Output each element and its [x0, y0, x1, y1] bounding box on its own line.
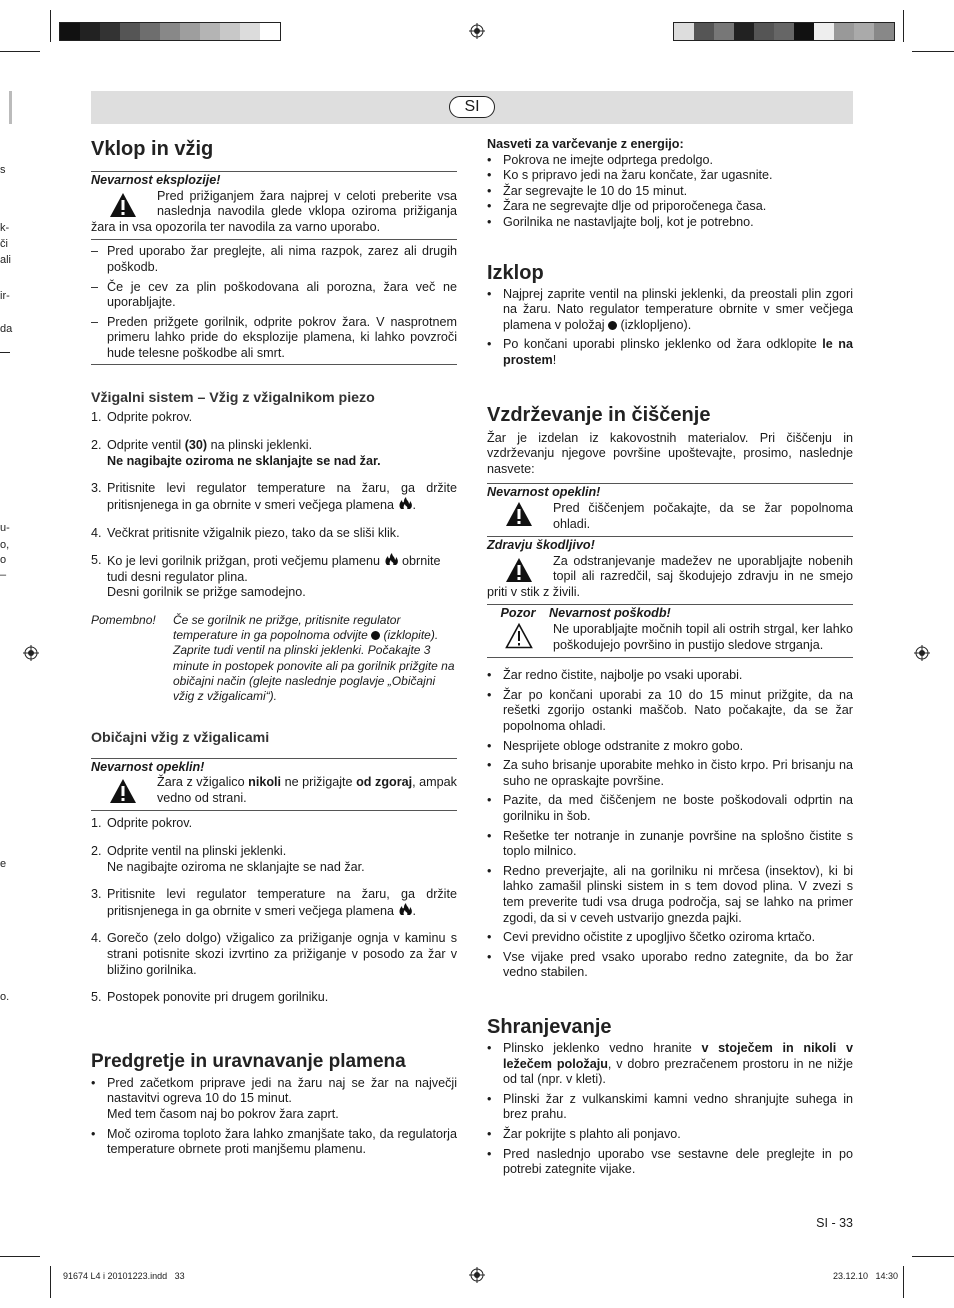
page-number: SI - 33: [816, 1216, 853, 1230]
list-item: • Pokrova ne imejte odprtega predolgo.: [487, 152, 714, 167]
list-item: • Pred naslednjo uporabo vse sestavne dele preglejte in po potrebi zategnite vijake.: [487, 1146, 853, 1177]
facing-page-fragment: e: [0, 858, 7, 870]
energy-tips-title: Nasveti za varčevanje z energijo:: [487, 137, 684, 151]
language-badge: SI: [449, 96, 495, 118]
section-title-predgretje: Predgretje in uravnavanje plamena: [91, 1050, 406, 1072]
list-item: 5. Postopek ponovite pri drugem gorilniku.: [91, 990, 329, 1005]
crop-mark: [0, 51, 40, 52]
crop-mark: [903, 1266, 904, 1298]
caution-text: Ne uporabljajte močnih topil ali ostrih strgal, ker lahko poškodujejo površino in pustijo sledove strganja.: [553, 622, 853, 652]
crop-mark: [50, 1266, 51, 1298]
facing-page-fragment: ali: [0, 254, 12, 266]
caution-triangle-icon: [505, 623, 533, 649]
list-item: • Cevi previdno očistite z upogljivo ščetko oziroma krtačo.: [487, 930, 816, 945]
list-item: – Preden prižgete gorilnik, odprite pokrov žara. V nasprotnem primeru lahko pride do eksplozije plamena, ki lahko povzroči hude telesne poškodbe ali smrt.: [91, 314, 457, 360]
color-bar-right: [673, 22, 895, 41]
warning-text: Pred čiščenjem počakajte, da se žar popolnoma ohladi.: [553, 500, 853, 531]
caution-label: Pozor: [500, 606, 536, 621]
list-item: • Žar segrevajte le 10 do 15 minut.: [487, 183, 688, 198]
crop-mark: [0, 1256, 40, 1257]
warning-text: Žara z vžigalico nikoli ne prižigajte od zgoraj, ampak vedno od strani.: [157, 775, 457, 805]
list-item: – Pred uporabo žar preglejte, ali nima razpok, zarez ali drugih poškodb.: [91, 244, 457, 274]
section-title-vklop: Vklop in vžig: [91, 138, 214, 160]
crop-mark: [50, 10, 51, 42]
facing-page-fragment: u-: [0, 522, 10, 534]
list-item: 1. Odprite pokrov.: [91, 816, 193, 831]
warning-title: Zdravju škodljivo!: [487, 538, 595, 553]
crop-mark: [0, 352, 10, 353]
list-item: 4. Gorečo (zelo dolgo) vžigalico za prižiganje ognja v kaminu s strani potisnite skozi izvrtino za prižiganje v posodo za žar v bližino gorilnika.: [91, 931, 457, 977]
warning-text: Za odstranjevanje madežev ne uporabljajte nobenih topil ali razredčil, saj škodujejo zdravju in ne smejo priti v stik z živili.: [487, 553, 853, 599]
facing-page-fragment: o.: [0, 991, 10, 1003]
list-item: • Plinsko jeklenko vedno hranite v stoječem in nikoli v ležečem položaju, v dobro prezračenem prostoru in ne nižje od tal (npr. v kleti).: [487, 1040, 853, 1087]
list-item: • Moč oziroma toploto žara lahko zmanjšate tako, da regulatorja temperature obrnete proti manjšemu plamenu.: [91, 1126, 457, 1157]
warning-explosion: [91, 171, 457, 240]
facing-page-fragment: či: [0, 238, 8, 250]
caution-header: [487, 606, 853, 622]
facing-page-fragment: s: [0, 164, 6, 176]
list-item: • Gorilnika ne nastavljajte bolj, kot je potrebno.: [487, 214, 754, 229]
facing-page-fragment: ir-: [0, 290, 10, 302]
warning-title: Nevarnost eksplozije!: [91, 173, 221, 187]
warning-triangle-icon: [109, 192, 137, 218]
flame-large-icon: [398, 903, 413, 916]
warning-text: Pred prižiganjem žara najprej v celoti preberite vsa naslednja navodila glede vklopa oziroma prižiganja žara in vsa opozorila ter navodila za varno uporabo.: [91, 188, 457, 234]
list-item: • Pred začetkom priprave jedi na žaru naj se žar na največji nastavitvi ogreva 10 do 15 minut. Med tem časom naj bo pokrov žara zaprt.: [91, 1075, 457, 1121]
facing-page-fragment: –: [0, 569, 7, 581]
left-column: [91, 137, 457, 1158]
off-dot-icon: [371, 631, 380, 640]
list-item: 2. Odprite ventil na plinski jeklenki. Ne nagibajte oziroma ne sklanjajte se nad žar.: [91, 844, 365, 874]
warning-title: Nevarnost opeklin!: [91, 759, 205, 774]
section-title-izklop: Izklop: [487, 261, 544, 284]
flame-large-icon: [384, 553, 399, 566]
caution-injury: [487, 605, 853, 658]
warning-health: [487, 537, 853, 605]
list-item: • Pazite, da med čiščenjem ne boste poškodovali odprtin na gorilniku in šob.: [487, 793, 853, 823]
section-title-shranjevanje: Shranjevanje: [487, 1015, 612, 1038]
warning-triangle-icon: [505, 501, 533, 527]
section-title-vzigalice: Običajni vžig z vžigalicami: [91, 729, 270, 746]
list-item: – Če je cev za plin poškodovana ali porozna, žara več ne uporabljajte.: [91, 279, 457, 310]
crop-mark: [903, 10, 904, 42]
crop-mark: [9, 91, 12, 124]
warning-burns: [487, 483, 853, 537]
facing-page-fragment: o: [0, 554, 7, 566]
facing-page-fragment: k-: [0, 222, 10, 234]
note-text: Če se gorilnik ne prižge, pritisnite regulator temperature in ga popolnoma odvijte: [173, 612, 401, 643]
flame-large-icon: [398, 497, 413, 510]
list-item: • Najprej zaprite ventil na plinski jeklenki, da preostali plin zgori na žaru. Nato regulator temperature obrnite v smer večjega plamena v položaj (izklopljeno).: [487, 286, 853, 332]
off-dot-icon: [608, 321, 617, 330]
list-item: 4. Večkrat pritisnite vžigalnik piezo, tako da se sliši klik.: [91, 525, 400, 540]
footer-date: 23.12.10 14:30: [833, 1271, 899, 1281]
registration-mark-icon: [469, 23, 485, 39]
list-item: • Nesprijete obloge odstranite z mokro gobo.: [487, 738, 744, 753]
list-item: 2. Odprite ventil (30) na plinski jeklenki. Ne nagibajte oziroma ne sklanjajte se nad žar.: [91, 438, 381, 468]
warning-triangle-icon: [109, 778, 137, 804]
list-item: • Redno preverjajte, ali na gorilniku ni mrčesa (insektov), ki bi lahko zamašil plinski sistem in s tem dovod plina. V zvezi s tem preverite tudi vsa druga področja, saj se lahko na primer zgodi, da si v ceveh ustvarijo gnezda pajki.: [487, 863, 853, 925]
list-item: 1. Odprite pokrov.: [91, 409, 193, 424]
facing-page-fragment: da: [0, 323, 13, 335]
important-note: Pomembno! Če se gorilnik ne prižge, pritisnite regulator temperature in ga popolnoma odvijte (izklopite). Zaprite tudi ventil na plinski jeklenki. Počakajte 3 minute in postopek ponovite ali pa gorilnik prižgite na običajni način (glejte naslednje poglavje „Običajni vžig z vžigalicami“).: [91, 612, 455, 704]
section-title-piezo: Vžigalni sistem – Vžig z vžigalnikom piezo: [91, 389, 375, 406]
crop-mark: [912, 1256, 954, 1257]
caution-title: Nevarnost poškodb!: [549, 606, 671, 621]
registration-mark-icon: [469, 1267, 485, 1283]
list-item: • Po končani uporabi plinsko jeklenko od žara odklopite le na prostem!: [487, 337, 853, 367]
crop-mark: [912, 51, 954, 52]
section-title-vzdrzevanje: Vzdrževanje in čiščenje: [487, 403, 711, 426]
list-item: 3. Pritisnite levi regulator temperature na žaru, ga držite pritisnjenega in ga obrnite v smeri večjega plamena .: [91, 887, 457, 918]
list-item: • Vse vijake pred vsako uporabo redno zategnite, da bo žar vedno stabilen.: [487, 949, 853, 980]
intro-text: Žar je izdelan iz kakovostnih materialov. Pri čiščenju in vzdrževanju njegove površine upoštevajte, prosimo, naslednje nasvete:: [487, 430, 853, 476]
list-item: 3. Pritisnite levi regulator temperature na žaru, ga držite pritisnjenega in ga obrnite v smeri večjega plamena .: [91, 481, 457, 512]
list-item: • Za suho brisanje uporabite mehko in čisto krpo. Pri brisanju na suho ne opraskajte površine.: [487, 758, 853, 788]
warning-burns: [91, 758, 457, 812]
list-item: • Ko s pripravo jedi na žaru končate, žar ugasnite.: [487, 168, 773, 183]
color-bar-left: [59, 22, 281, 41]
list-item: 5. Ko je levi gorilnik prižgan, proti večjemu plamenu obrnite tudi desni regulator plina. Desni gorilnik se prižge samodejno.: [91, 553, 441, 600]
list-item: • Žar pokrijte s plahto ali ponjavo.: [487, 1126, 681, 1141]
list-item: • Rešetke ter notranje in zunanje površine na splošno čistite s toplo milnico.: [487, 828, 853, 859]
right-column: [487, 137, 853, 1178]
warning-title: Nevarnost opeklin!: [487, 485, 601, 500]
list-item: • Plinski žar z vulkanskimi kamni vedno shranjujte suhega in brez prahu.: [487, 1091, 853, 1122]
warning-triangle-icon: [505, 557, 533, 583]
list-item: • Žar po končani uporabi za 10 do 15 minut prižgite, da na rešetki zgorijo ostanki maščob. Nato počakajte, da se žar popolnoma ohladi.: [487, 687, 853, 734]
list-item: • Žar redno čistite, najbolje po vsaki uporabi.: [487, 668, 743, 683]
facing-page-fragment: o,: [0, 539, 10, 551]
list-item: • Žara ne segrevajte dlje od priporočenega časa.: [487, 199, 767, 214]
note-label: Pomembno!: [91, 612, 156, 627]
registration-mark-icon: [23, 645, 39, 661]
footer-file-info: 91674 L4 i 20101223.indd 33: [63, 1271, 185, 1281]
registration-mark-icon: [914, 645, 930, 661]
